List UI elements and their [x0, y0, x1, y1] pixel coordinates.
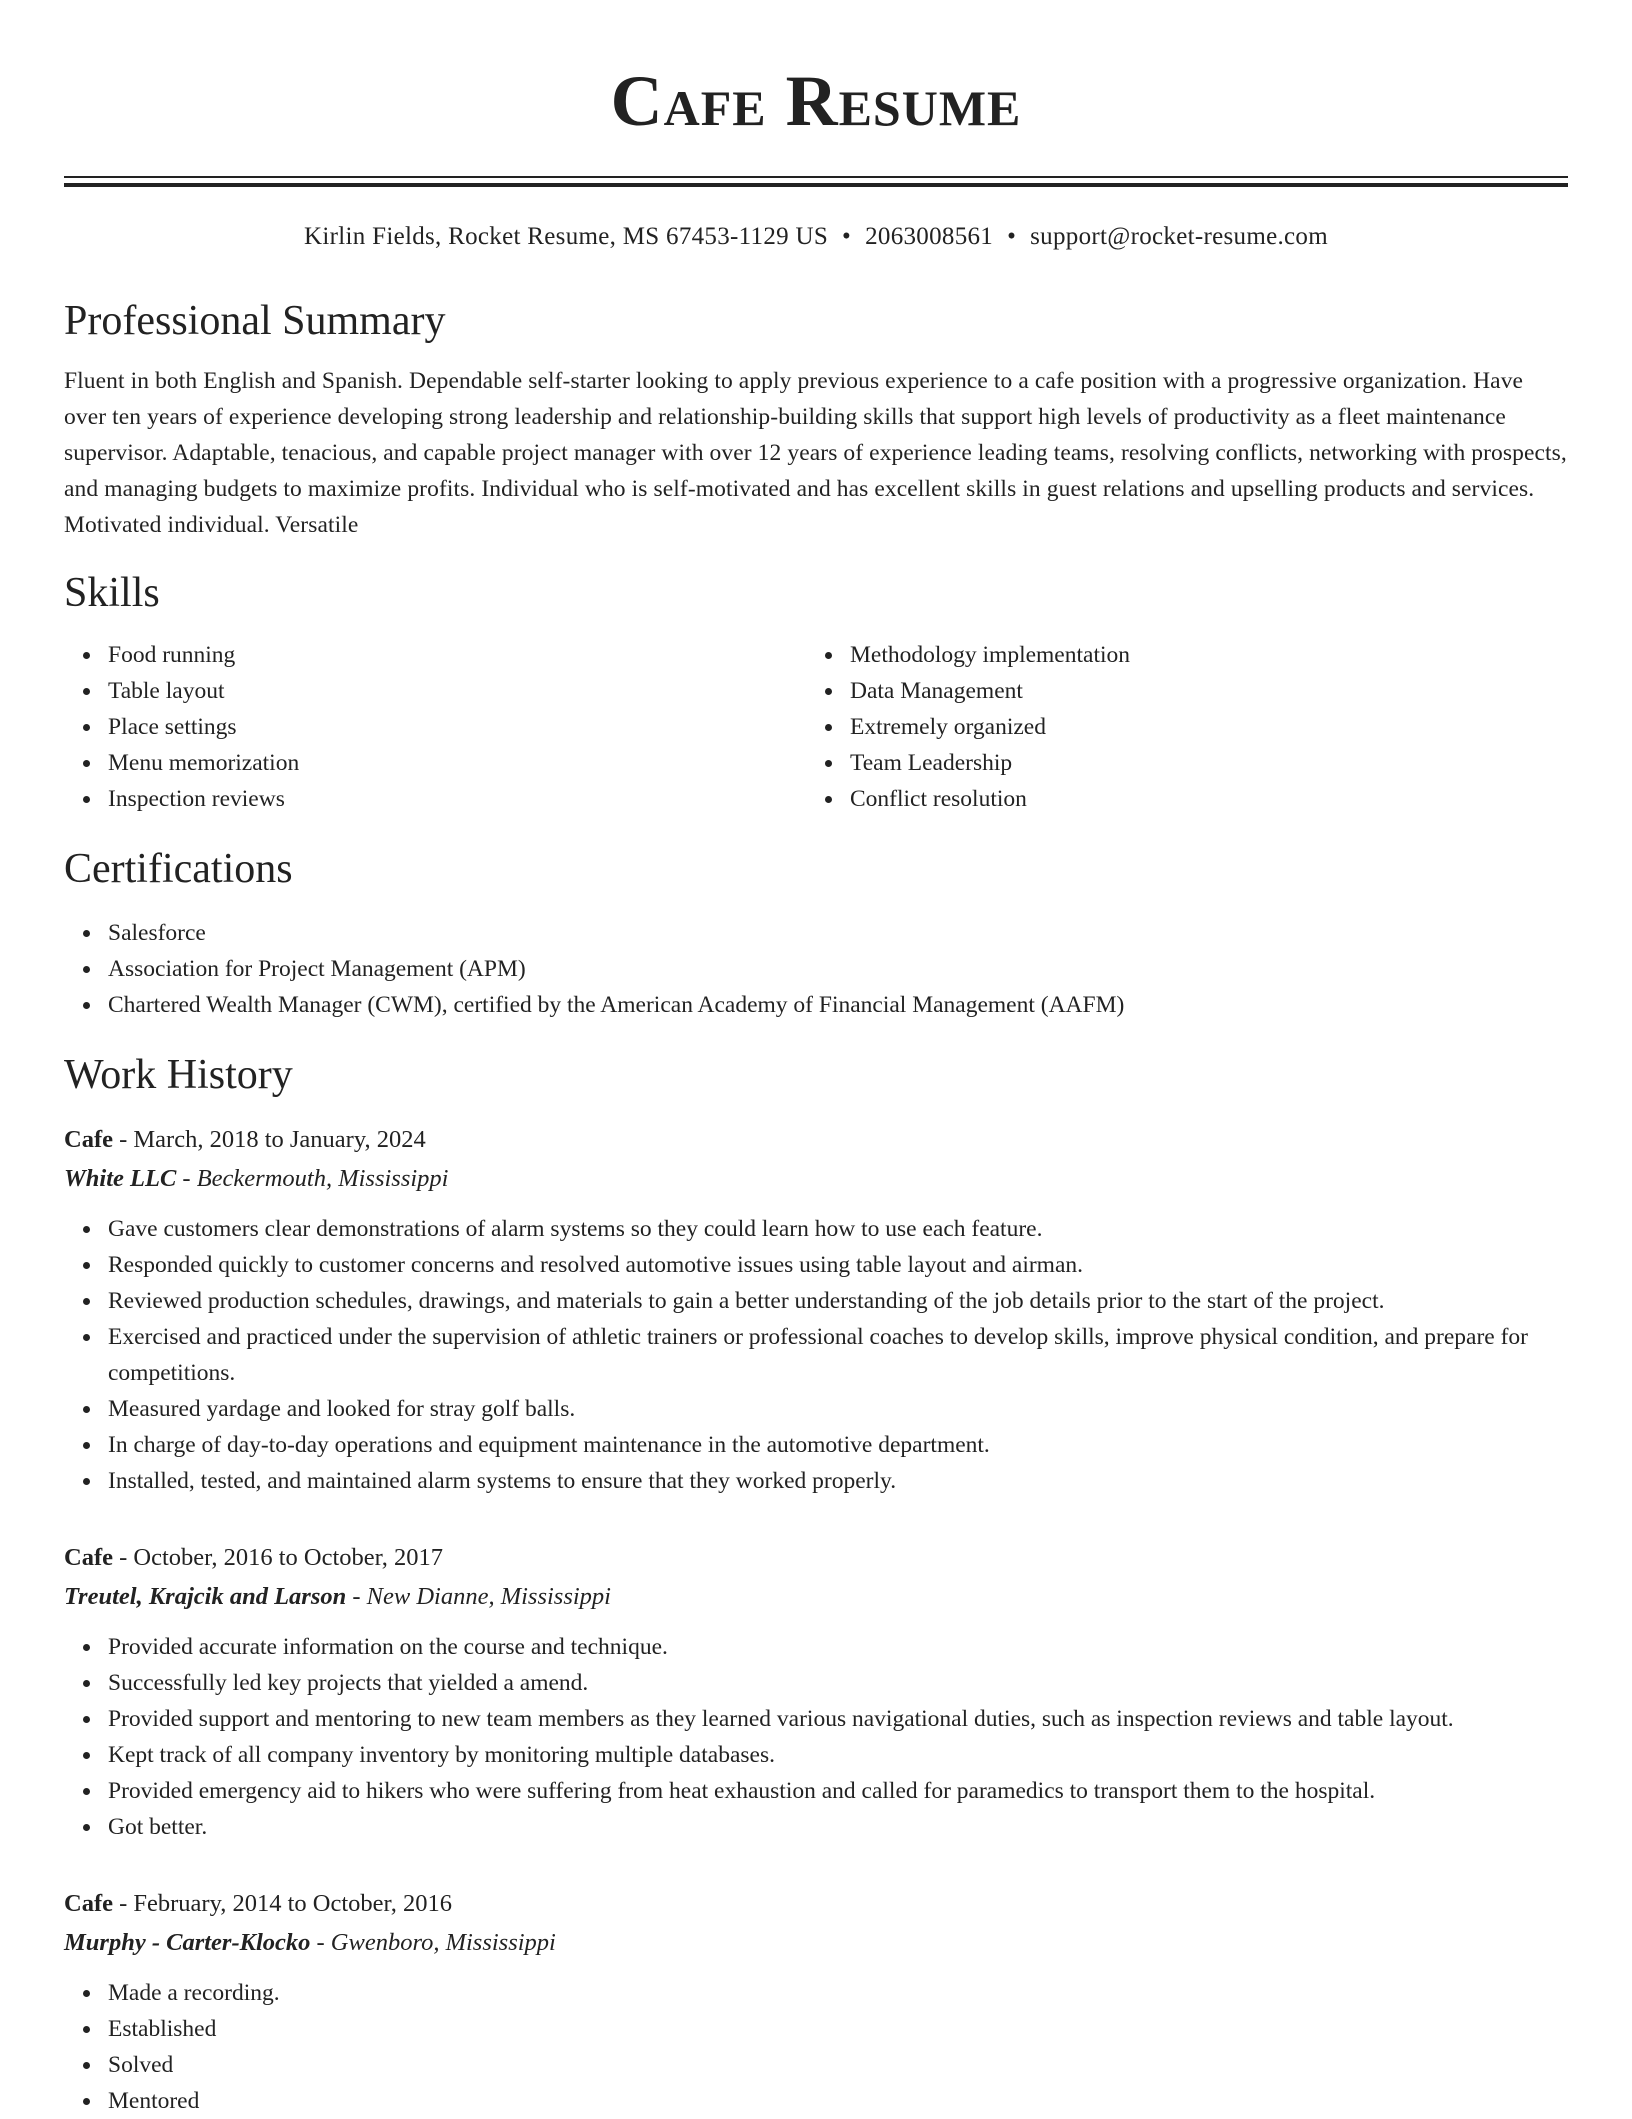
job-dates: - March, 2018 to January, 2024: [112, 1126, 426, 1153]
job-company-line: [64, 1577, 1568, 1617]
skills-grid: [64, 637, 1568, 817]
job-location: - Beckermouth, Mississippi: [176, 1165, 449, 1192]
contact-separator: •: [1007, 223, 1017, 250]
contact-separator: •: [842, 223, 852, 250]
job-duty-item: Successfully led key projects that yielded a amend.: [108, 1665, 1568, 1701]
job-duty-item: Installed, tested, and maintained alarm systems to ensure that they worked properly.: [108, 1463, 1568, 1499]
job-title-line: [64, 1121, 1568, 1159]
skills-list-right: [806, 637, 1548, 817]
skill-item: Inspection reviews: [108, 781, 806, 817]
job-duties-list: [64, 1975, 1568, 2119]
resume-page: [64, 0, 1568, 2119]
job-location: - Gwenboro, Mississippi: [310, 1929, 556, 1956]
skills-heading: Skills: [64, 570, 160, 616]
job-duty-item: Made a recording.: [108, 1975, 1568, 2011]
skill-item: Data Management: [850, 673, 1548, 709]
skill-item: Conflict resolution: [850, 781, 1548, 817]
resume-title: Cafe Resume: [610, 61, 1022, 141]
job-dates: - February, 2014 to October, 2016: [112, 1890, 452, 1917]
skill-item: Place settings: [108, 709, 806, 745]
work-history-heading: Work History: [64, 1052, 293, 1098]
certifications-heading: Certifications: [64, 846, 293, 892]
job-duty-item: Established: [108, 2011, 1568, 2047]
skills-list-left: [64, 637, 806, 817]
job-dates: - October, 2016 to October, 2017: [112, 1544, 444, 1571]
job-duty-item: Provided accurate information on the course and technique.: [108, 1629, 1568, 1665]
job-duty-item: Responded quickly to customer concerns and resolved automotive issues using table layout and airman.: [108, 1247, 1568, 1283]
contact-line: [64, 221, 1568, 253]
contact-address: Kirlin Fields, Rocket Resume, MS 67453-1129 US: [304, 223, 829, 250]
job-duty-item: In charge of day-to-day operations and equipment maintenance in the automotive department.: [108, 1427, 1568, 1463]
job-duty-item: Exercised and practiced under the supervision of athletic trainers or professional coaches to develop skills, improve physical condition, and prepare for competitions.: [108, 1319, 1568, 1391]
job-duty-item: Got better.: [108, 1809, 1568, 1845]
certification-item: Chartered Wealth Manager (CWM), certified by the American Academy of Financial Management (AAFM): [108, 987, 1568, 1023]
job-duty-item: Provided support and mentoring to new team members as they learned various navigational duties, such as inspection reviews and table layout.: [108, 1701, 1568, 1737]
skill-item: Table layout: [108, 673, 806, 709]
certification-item: Association for Project Management (APM): [108, 951, 1568, 987]
job-duty-item: Solved: [108, 2047, 1568, 2083]
job-company-line: [64, 1923, 1568, 1963]
job-duty-item: Kept track of all company inventory by monitoring multiple databases.: [108, 1737, 1568, 1773]
skill-item: Menu memorization: [108, 745, 806, 781]
job-company: Murphy - Carter-Klocko: [64, 1929, 311, 1956]
skill-item: Extremely organized: [850, 709, 1548, 745]
job-title-line: [64, 1885, 1568, 1923]
job-duties-list: [64, 1629, 1568, 1845]
job-duties-list: [64, 1211, 1568, 1499]
job-duty-item: Measured yardage and looked for stray golf balls.: [108, 1391, 1568, 1427]
contact-phone: 2063008561: [865, 223, 994, 250]
job-company: Treutel, Krajcik and Larson: [64, 1583, 347, 1610]
skill-item: Food running: [108, 637, 806, 673]
skills-column-right: [806, 637, 1548, 817]
job-title: Cafe: [64, 1544, 113, 1571]
job-title-line: [64, 1539, 1568, 1577]
job-duty-item: Gave customers clear demonstrations of alarm systems so they could learn how to use each feature.: [108, 1211, 1568, 1247]
skills-column-left: [64, 637, 806, 817]
title-divider: [64, 176, 1568, 187]
job-duty-item: Reviewed production schedules, drawings, and materials to gain a better understanding of the job details prior to the start of the project.: [108, 1283, 1568, 1319]
job-duty-item: Mentored: [108, 2083, 1568, 2119]
job-location: - New Dianne, Mississippi: [346, 1583, 611, 1610]
job-title: Cafe: [64, 1890, 113, 1917]
job-company: White LLC: [64, 1165, 177, 1192]
job-title: Cafe: [64, 1126, 113, 1153]
job-duty-item: Provided emergency aid to hikers who were suffering from heat exhaustion and called for paramedics to transport them to the hospital.: [108, 1773, 1568, 1809]
certification-item: Salesforce: [108, 915, 1568, 951]
certifications-list: [64, 915, 1568, 1023]
skill-item: Team Leadership: [850, 745, 1548, 781]
job-company-line: [64, 1159, 1568, 1199]
job-entry: [64, 1885, 1568, 2119]
summary-text: Fluent in both English and Spanish. Dependable self-starter looking to apply previous experience to a cafe position with a progressive organization. Have over ten years of experience developing strong leadership and relationship-building skills that support high levels of productivity as a fleet maintenance supervisor. Adaptable, tenacious, and capable project manager with over 12 years of experience leading teams, resolving conflicts, networking with prospects, and managing budgets to maximize profits. Individual who is self-motivated and has excellent skills in guest relations and upselling products and services. Motivated individual. Versatile: [64, 368, 1567, 538]
summary-heading: Professional Summary: [64, 298, 446, 344]
skill-item: Methodology implementation: [850, 637, 1548, 673]
job-entry: [64, 1121, 1568, 1499]
contact-email[interactable]: support@rocket-resume.com: [1030, 223, 1328, 250]
job-entry: [64, 1539, 1568, 1845]
